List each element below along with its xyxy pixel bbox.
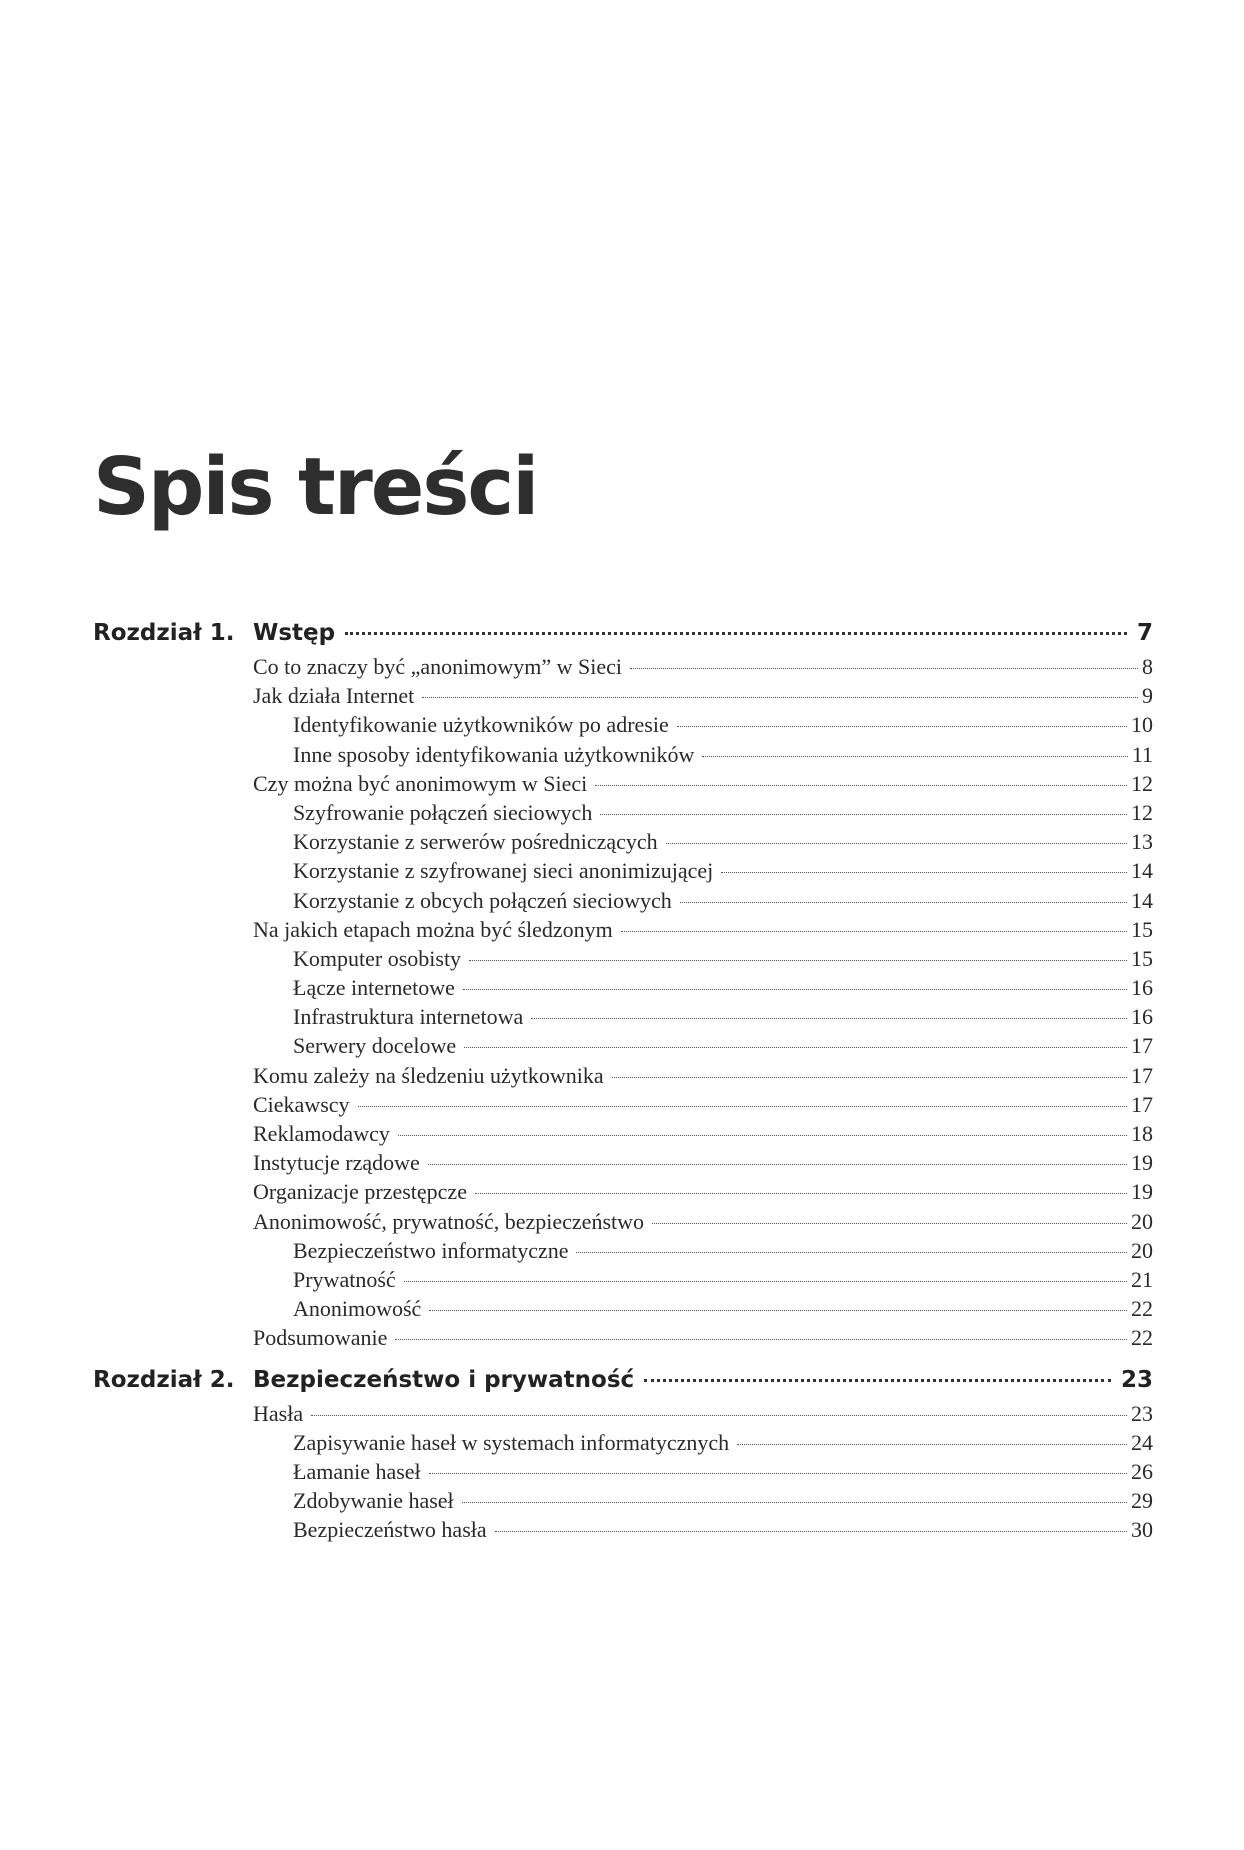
section-page-number: 21	[1131, 1266, 1153, 1292]
subsection-entry	[253, 1033, 1153, 1062]
section-page-number: 19	[1131, 1150, 1153, 1176]
dot-leader	[464, 1047, 1127, 1048]
section-page-number: 20	[1131, 1208, 1153, 1234]
page-title: Spis treści	[93, 441, 538, 533]
dot-leader	[398, 1135, 1127, 1136]
section-page-number: 9	[1142, 683, 1153, 709]
section-page-number: 16	[1131, 1004, 1153, 1030]
section-entry	[253, 654, 1153, 683]
section-page-number: 22	[1131, 1296, 1153, 1322]
dot-leader	[345, 632, 1127, 635]
section-entry	[253, 1179, 1153, 1208]
chapter-title: Wstęp	[253, 620, 336, 646]
subsection-entry	[253, 1296, 1153, 1325]
section-title: Łącze internetowe	[293, 975, 455, 1001]
chapter-title: Bezpieczeństwo i prywatność	[253, 1366, 635, 1393]
section-page-number: 14	[1131, 887, 1153, 913]
dot-leader	[311, 1415, 1127, 1416]
dot-leader	[721, 872, 1127, 873]
section-title: Podsumowanie	[253, 1325, 388, 1351]
dot-leader	[462, 1502, 1127, 1503]
subsection-entry	[253, 1459, 1153, 1488]
dot-leader	[576, 1252, 1127, 1253]
dot-leader	[652, 1223, 1127, 1224]
dot-leader	[395, 1339, 1127, 1340]
section-title: Korzystanie z obcych połączeń sieciowych	[293, 887, 672, 913]
table-of-contents	[93, 620, 1153, 1558]
dot-leader	[702, 756, 1127, 757]
section-page-number: 22	[1131, 1325, 1153, 1351]
chapter-line	[253, 620, 1153, 646]
subsection-entry	[253, 1488, 1153, 1517]
section-entry	[253, 917, 1153, 946]
section-page-number: 16	[1131, 975, 1153, 1001]
dot-leader	[531, 1018, 1127, 1019]
section-title: Inne sposoby identyfikowania użytkowników	[293, 741, 695, 767]
section-title: Korzystanie z szyfrowanej sieci anonimizującej	[293, 858, 714, 884]
section-title: Szyfrowanie połączeń sieciowych	[293, 799, 593, 825]
section-title: Zdobywanie haseł	[293, 1488, 454, 1514]
toc-chapter	[93, 620, 1153, 1355]
subsection-entry	[253, 1517, 1153, 1546]
chapter-line	[253, 1367, 1153, 1393]
section-title: Łamanie haseł	[293, 1458, 421, 1484]
section-entry	[253, 771, 1153, 800]
section-title: Zapisywanie haseł w systemach informatycznych	[293, 1429, 730, 1455]
section-entry	[253, 1092, 1153, 1121]
section-title: Co to znaczy być „anonimowym” w Sieci	[253, 654, 623, 679]
subsection-entry	[253, 742, 1153, 771]
section-entry	[253, 1121, 1153, 1150]
section-title: Korzystanie z serwerów pośredniczących	[293, 829, 658, 855]
section-page-number: 17	[1131, 1062, 1153, 1088]
chapter-page-number: 23	[1120, 1366, 1153, 1393]
subsection-entry	[253, 1004, 1153, 1033]
section-page-number: 18	[1131, 1121, 1153, 1146]
section-page-number: 13	[1131, 829, 1153, 855]
section-title: Anonimowość	[293, 1296, 422, 1322]
section-title: Jak działa Internet	[253, 683, 415, 709]
section-page-number: 29	[1131, 1488, 1153, 1514]
section-entry	[253, 1150, 1153, 1179]
subsection-entry	[253, 946, 1153, 975]
section-page-number: 15	[1131, 916, 1153, 942]
subsection-entry	[253, 712, 1153, 741]
chapter-label: Rozdział 2.	[93, 1366, 235, 1393]
section-entry	[253, 1209, 1153, 1238]
dot-leader	[621, 931, 1127, 932]
subsection-entry	[253, 1267, 1153, 1296]
section-entry	[253, 1063, 1153, 1092]
section-title: Komputer osobisty	[293, 945, 462, 971]
section-title: Identyfikowanie użytkowników po adresie	[293, 712, 669, 738]
section-title: Na jakich etapach można być śledzonym	[253, 916, 613, 942]
section-entry	[253, 1325, 1153, 1354]
section-title: Prywatność	[293, 1266, 396, 1292]
section-title: Instytucje rządowe	[253, 1150, 420, 1176]
section-page-number: 11	[1131, 741, 1153, 767]
section-title: Komu zależy na śledzeniu użytkownika	[253, 1062, 604, 1088]
section-page-number: 30	[1131, 1517, 1153, 1543]
dot-leader	[644, 1379, 1111, 1382]
section-page-number: 14	[1131, 858, 1153, 884]
section-page-number: 19	[1131, 1179, 1153, 1205]
dot-leader	[422, 697, 1138, 698]
dot-leader	[404, 1281, 1127, 1282]
section-page-number: 12	[1131, 799, 1153, 825]
section-title: Serwery docelowe	[293, 1033, 457, 1059]
section-title: Anonimowość, prywatność, bezpieczeństwo	[253, 1208, 645, 1234]
section-list	[253, 1401, 1153, 1547]
chapter-entry	[93, 620, 1153, 654]
dot-leader	[595, 785, 1127, 786]
subsection-entry	[253, 975, 1153, 1004]
section-title: Ciekawscy	[253, 1091, 350, 1117]
section-page-number: 8	[1142, 654, 1153, 679]
section-title: Reklamodawcy	[253, 1121, 390, 1146]
subsection-entry	[253, 1430, 1153, 1459]
dot-leader	[680, 902, 1127, 903]
dot-leader	[600, 814, 1127, 815]
section-title: Organizacje przestępcze	[253, 1179, 467, 1205]
dot-leader	[358, 1106, 1127, 1107]
subsection-entry	[253, 829, 1153, 858]
section-page-number: 26	[1131, 1458, 1153, 1484]
section-page-number: 23	[1131, 1400, 1153, 1426]
section-page-number: 15	[1131, 945, 1153, 971]
dot-leader	[737, 1444, 1127, 1445]
section-title: Infrastruktura internetowa	[293, 1004, 524, 1030]
section-page-number: 20	[1131, 1237, 1153, 1263]
section-page-number: 17	[1131, 1033, 1153, 1059]
dot-leader	[429, 1473, 1127, 1474]
subsection-entry	[253, 888, 1153, 917]
subsection-entry	[253, 800, 1153, 829]
subsection-entry	[253, 1238, 1153, 1267]
dot-leader	[612, 1077, 1127, 1078]
chapter-page-number: 7	[1136, 620, 1153, 646]
toc-chapter	[93, 1367, 1153, 1547]
section-title: Bezpieczeństwo hasła	[293, 1517, 487, 1543]
section-entry	[253, 683, 1153, 712]
section-page-number: 24	[1131, 1429, 1153, 1455]
section-page-number: 10	[1131, 712, 1153, 738]
section-title: Czy można być anonimowym w Sieci	[253, 770, 588, 796]
section-entry	[253, 1401, 1153, 1430]
dot-leader	[666, 843, 1127, 844]
chapter-label: Rozdział 1.	[93, 620, 235, 646]
section-title: Hasła	[253, 1400, 304, 1426]
section-page-number: 12	[1131, 770, 1153, 796]
dot-leader	[463, 989, 1127, 990]
chapter-entry	[93, 1367, 1153, 1401]
section-page-number: 17	[1131, 1091, 1153, 1117]
subsection-entry	[253, 858, 1153, 887]
dot-leader	[677, 726, 1127, 727]
dot-leader	[475, 1193, 1127, 1194]
dot-leader	[495, 1531, 1127, 1532]
dot-leader	[428, 1164, 1127, 1165]
dot-leader	[630, 668, 1138, 669]
section-title: Bezpieczeństwo informatyczne	[293, 1237, 569, 1263]
dot-leader	[469, 960, 1127, 961]
dot-leader	[429, 1310, 1127, 1311]
section-list	[253, 654, 1153, 1355]
